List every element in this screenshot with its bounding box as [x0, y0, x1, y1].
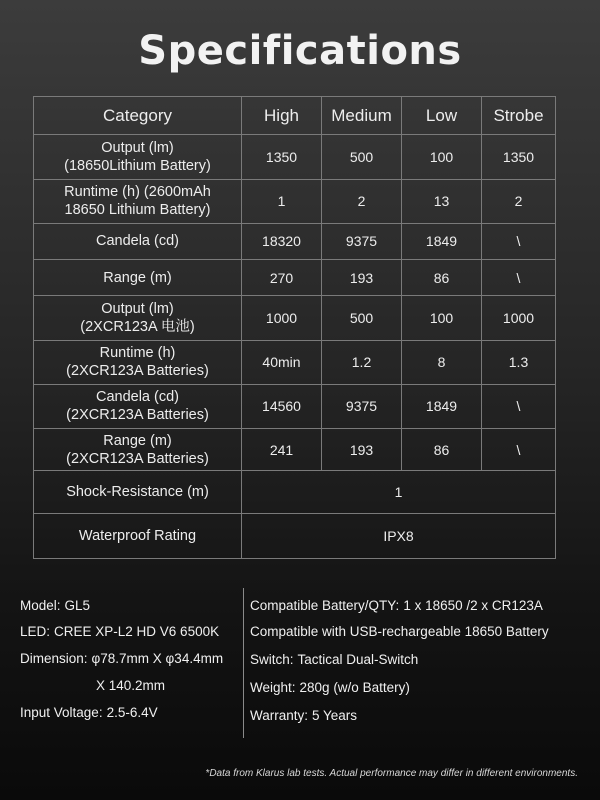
- model-label: Model:: [20, 598, 61, 613]
- footnote: *Data from Klarus lab tests. Actual performance may differ in different environments.: [205, 768, 578, 779]
- header-medium: Medium: [322, 97, 402, 135]
- weight-line: [250, 680, 410, 695]
- row-category-line-1: Runtime (h): [99, 345, 176, 362]
- cell-low: 1849: [402, 223, 482, 259]
- row-category-line-1: Range (m): [103, 269, 172, 286]
- switch-line: [250, 652, 418, 667]
- row-category-line-1: Candela (cd): [95, 389, 179, 406]
- row-category-line-2: (2XCR123A Batteries): [66, 450, 209, 467]
- row-category-line-1: Candela (cd): [95, 233, 179, 250]
- led-line: [20, 624, 219, 639]
- row-category-line-2: 18650 Lithium Battery): [64, 202, 211, 219]
- table-row: [34, 135, 556, 179]
- usb-line: Compatible with USB-rechargeable 18650 Battery: [250, 624, 549, 639]
- shock-label: Shock-Resistance (m): [34, 471, 242, 513]
- spec-table: [33, 96, 556, 559]
- table-header-row: [34, 97, 556, 135]
- row-category: [34, 429, 242, 471]
- divider: [243, 588, 244, 738]
- shock-value: 1: [242, 471, 556, 513]
- waterproof-value: IPX8: [242, 513, 556, 558]
- row-category-line-1: Output (lm): [101, 300, 174, 317]
- cell-strobe: \: [482, 260, 556, 296]
- cell-high: 241: [242, 429, 322, 471]
- table-row: [34, 179, 556, 223]
- dimension-value: φ78.7mm X φ34.4mm: [91, 651, 224, 666]
- dimension-line: [20, 651, 223, 666]
- cell-medium: 9375: [322, 223, 402, 259]
- led-value: CREE XP-L2 HD V6 6500K: [54, 624, 220, 639]
- voltage-value: 2.5-6.4V: [106, 705, 158, 720]
- cell-high: 18320: [242, 223, 322, 259]
- row-category: [34, 223, 242, 259]
- cell-low: 86: [402, 260, 482, 296]
- cell-low: 86: [402, 429, 482, 471]
- cell-medium: 500: [322, 135, 402, 179]
- row-category-line-2: (2XCR123A Batteries): [66, 363, 209, 380]
- header-category: Category: [34, 97, 242, 135]
- table-row: [34, 429, 556, 471]
- row-category-line-2: (2XCR123A 电池): [80, 318, 195, 335]
- cell-medium: 193: [322, 429, 402, 471]
- row-category-line-2: (2XCR123A Batteries): [66, 407, 209, 424]
- dimension-line-2: X 140.2mm: [96, 678, 166, 693]
- table-row: [34, 223, 556, 259]
- row-category: [34, 179, 242, 223]
- row-category-line-1: Output (lm): [101, 139, 174, 156]
- switch-label: Switch:: [250, 652, 294, 667]
- cell-medium: 500: [322, 296, 402, 340]
- row-category-line-1: Runtime (h) (2600mAh: [64, 184, 211, 201]
- cell-high: 40min: [242, 340, 322, 384]
- table-row: [34, 471, 556, 513]
- row-category-line-1: Range (m): [103, 432, 172, 449]
- header-low: Low: [402, 97, 482, 135]
- cell-low: 13: [402, 179, 482, 223]
- warranty-value: 5 Years: [312, 708, 358, 723]
- row-category: [34, 260, 242, 296]
- cell-low: 1849: [402, 384, 482, 428]
- row-category: [34, 296, 242, 340]
- row-category-line-2: (18650Lithium Battery): [64, 157, 211, 174]
- page-title: Specifications: [138, 28, 462, 74]
- cell-high: 1000: [242, 296, 322, 340]
- table-row: [34, 384, 556, 428]
- cell-strobe: \: [482, 223, 556, 259]
- header-strobe: Strobe: [482, 97, 556, 135]
- dimension-label: Dimension:: [20, 651, 88, 666]
- table-row: [34, 340, 556, 384]
- cell-strobe: 2: [482, 179, 556, 223]
- cell-medium: 9375: [322, 384, 402, 428]
- weight-value: 280g (w/o Battery): [299, 680, 410, 695]
- battery-label: Compatible Battery/QTY:: [250, 598, 400, 613]
- cell-strobe: 1350: [482, 135, 556, 179]
- cell-strobe: 1.3: [482, 340, 556, 384]
- cell-low: 100: [402, 135, 482, 179]
- model-line: [20, 598, 90, 613]
- waterproof-label: Waterproof Rating: [34, 513, 242, 558]
- cell-high: 1: [242, 179, 322, 223]
- cell-high: 14560: [242, 384, 322, 428]
- cell-high: 1350: [242, 135, 322, 179]
- header-high: High: [242, 97, 322, 135]
- cell-medium: 193: [322, 260, 402, 296]
- cell-medium: 1.2: [322, 340, 402, 384]
- switch-value: Tactical Dual-Switch: [297, 652, 419, 667]
- battery-value: 1 x 18650 /2 x CR123A: [403, 598, 543, 613]
- led-label: LED:: [20, 624, 51, 639]
- warranty-line: [250, 708, 357, 723]
- cell-low: 8: [402, 340, 482, 384]
- cell-strobe: 1000: [482, 296, 556, 340]
- cell-medium: 2: [322, 179, 402, 223]
- row-category: [34, 384, 242, 428]
- cell-strobe: \: [482, 384, 556, 428]
- row-category: [34, 340, 242, 384]
- cell-high: 270: [242, 260, 322, 296]
- weight-label: Weight:: [250, 680, 296, 695]
- row-category: [34, 135, 242, 179]
- table-row: [34, 260, 556, 296]
- battery-line: [250, 598, 543, 613]
- cell-low: 100: [402, 296, 482, 340]
- table-row: [34, 513, 556, 558]
- cell-strobe: \: [482, 429, 556, 471]
- voltage-label: Input Voltage:: [20, 705, 103, 720]
- model-value: GL5: [64, 598, 91, 613]
- warranty-label: Warranty:: [250, 708, 309, 723]
- voltage-line: [20, 705, 158, 720]
- table-row: [34, 296, 556, 340]
- spec-details: [0, 584, 600, 744]
